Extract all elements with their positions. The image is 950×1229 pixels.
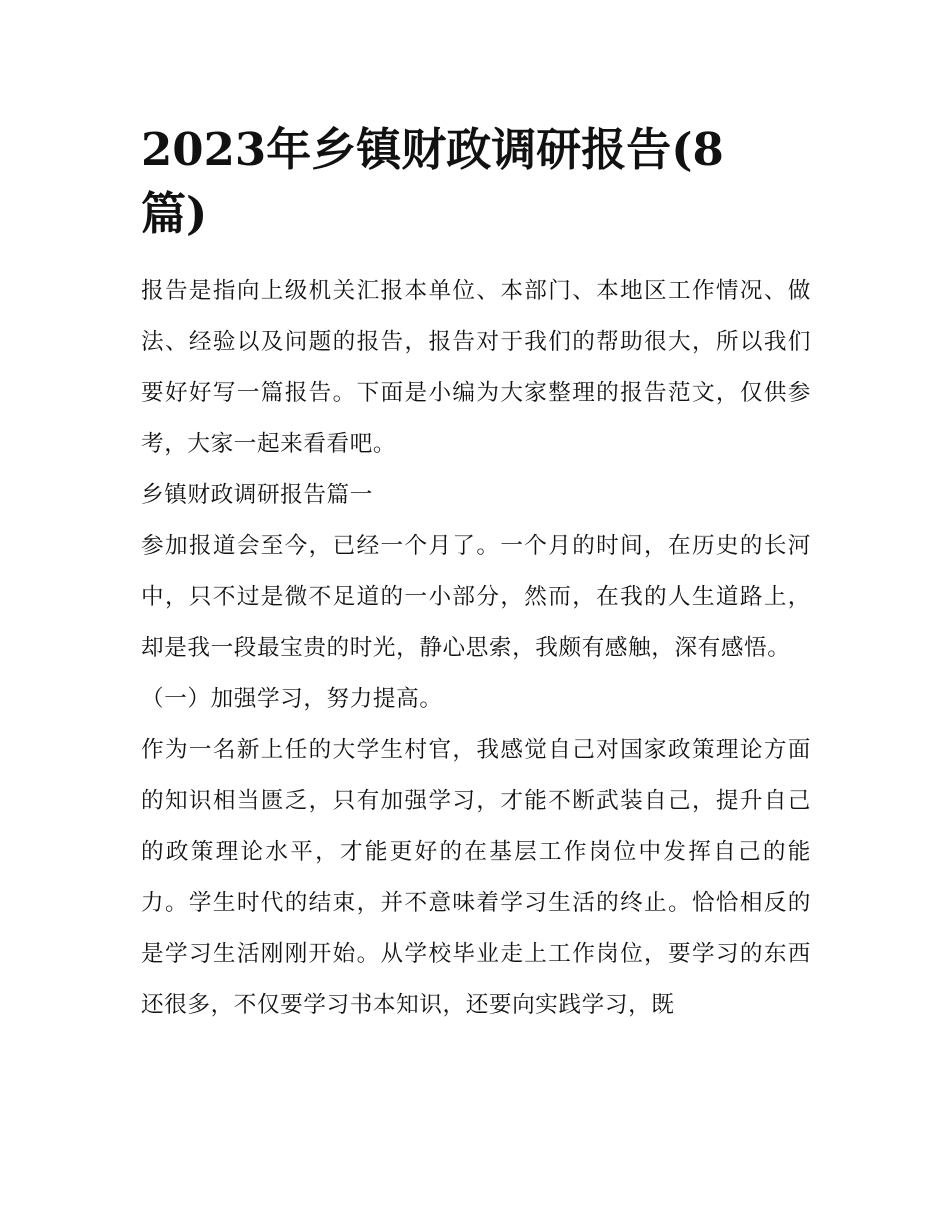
section-heading: 乡镇财政调研报告篇一 <box>141 482 373 508</box>
subsection-heading: （一）加强学习，努力提高。 <box>141 686 443 712</box>
document-body <box>141 266 811 1031</box>
document-title <box>141 118 811 246</box>
document-title-line-1: 2023年乡镇财政调研报告(8 <box>141 123 724 176</box>
document-title-line-2: 篇) <box>141 187 208 240</box>
document-page <box>141 118 811 1031</box>
body-paragraph: 作为一名新上任的大学生村官，我感觉自己对国家政策理论方面的知识相当匮乏，只有加强学习，才能不断武装自己，提升自己的政策理论水平，才能更好的在基层工作岗位中发挥自己的能力。学生时代的结束，并不意味着学习生活的终止。恰恰相反的是学习生活刚刚开始。从学校毕业走上工作岗位，要学习的东西还很多，不仅要学习书本知识，还要向实践学习，既 <box>141 737 811 1018</box>
body-paragraph: 参加报道会至今，已经一个月了。一个月的时间，在历史的长河中，只不过是微不足道的一小部分，然而，在我的人生道路上，却是我一段最宝贵的时光，静心思索，我颇有感触，深有感悟。 <box>141 533 811 661</box>
intro-paragraph: 报告是指向上级机关汇报本单位、本部门、本地区工作情况、做法、经验以及问题的报告，报告对于我们的帮助很大，所以我们要好好写一篇报告。下面是小编为大家整理的报告范文，仅供参考，大家一起来看看吧。 <box>141 278 811 457</box>
